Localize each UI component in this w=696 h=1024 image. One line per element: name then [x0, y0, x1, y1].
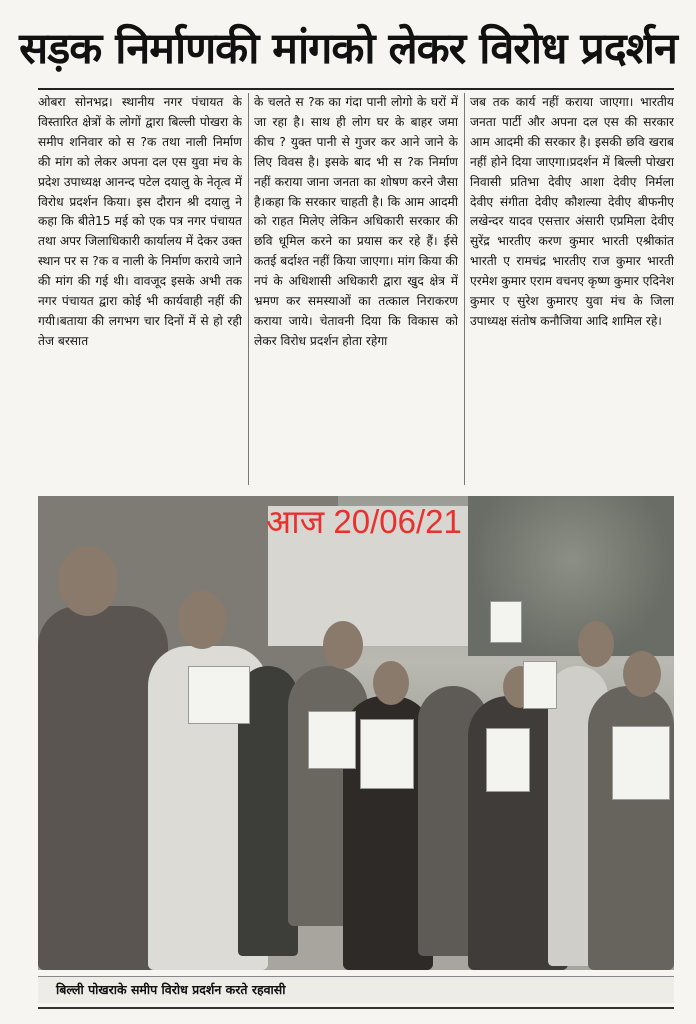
protest-placard — [308, 711, 356, 769]
person-head — [178, 591, 226, 649]
article-column-1: ओबरा सोनभद्र। स्थानीय नगर पंचायत के विस्तारित क्षेत्रों के लोगों द्वारा बिल्ली पोखरा के समीप शनिवार को स ?क तथा नाली निर्माण की मांग को लेकर अपना दल एस युवा मंच के प्रदेश उपाध्यक्ष आनन्द पटेल दयालु के नेतृत्व में विरोध प्रदर्शन किया। इस दौरान श्री दयालु ने कहा कि बीते15 मई को एक पत्र नगर पंचायत तथा अपर जिलाधिकारी कार्यालय में देकर उक्त स्थान पर स ?क व नाली के निर्माण कराये जाने की मांग की गई थी। वावजूद इसके अभी तक नगर पंचायत द्वारा कोई भी कार्यवाही नहीं की गयी।बताया की लगभग चार दिनों में से हो रही तेज बरसात — [38, 95, 242, 348]
article-column-2: के चलते स ?क का गंदा पानी लोगो के घरों में जा रहा है। साथ ही लोग घर के बाहर जमा कीच ? युक्त पानी से गुजर कर आने जाने के लिए विवस है। इसके बाद भी स ?क निर्माण नहीं कराया जाना जनता का शोषण करने जैसा है।कहा कि सरकार चाहती है। कि आम आदमी को राहत मिलेए लेकिन अधिकारी सरकार की छवि धूमिल करने का प्रयास कर रहे हैं। ईसे कतई बर्दाश्त नहीं किया जाएगा। मांग किया की नपं के अधिशासी अधिकारी द्वारा खुद क्षेत्र में भ्रमण कर समस्याओं का तत्काल निराकरण कराया जाये। चेतावनी दिया कि विकास को लेकर विरोध प्रदर्शन होता रहेगा — [254, 95, 458, 348]
article-column-3: जब तक कार्य नहीं कराया जाएगा। भारतीय जनता पार्टी और अपना दल एस की सरकार आम आदमी की सरकार है। इसकी छवि खराब नहीं होने दिया जाएगा।प्रदर्शन में बिल्ली पोखरा निवासी प्रतिभा देवीए आशा देवीए निर्मला देवीए संगीता देवीए कौशल्या देवीए बीफनीए लखेन्दर यादव एसत्तार अंसारी एप्रमिला देवीए सुरेंद्र भारतीए करण कुमार भारती एश्रीकांत भारती ए रामचंद्र भारतीए राज कुमार भारती एरमेश कुमार एराम वचनए कृष्ण कुमार एदिनेश कुमार ए सुरेश कुमारए युवा मंच के जिला उपाध्यक्ष संतोष कनौजिया आदि शामिल रहे। — [470, 95, 674, 328]
person-head — [578, 621, 614, 667]
protest-placard — [188, 666, 250, 724]
photo-date-tag: आज 20/06/21 — [266, 503, 462, 540]
protest-placard — [490, 601, 522, 643]
person-head — [623, 651, 661, 697]
column-divider — [248, 93, 249, 485]
protest-placard — [612, 726, 670, 800]
column-divider — [464, 93, 465, 485]
bottom-divider — [38, 1007, 674, 1009]
photo-caption: बिल्ली पोखराके समीप विरोध प्रदर्शन करते रहवासी — [56, 982, 286, 997]
person-head — [323, 621, 363, 669]
protest-placard — [486, 728, 530, 792]
protest-placard — [360, 719, 414, 789]
protest-placard — [523, 661, 557, 709]
headline-divider — [38, 88, 674, 90]
person-head — [58, 546, 118, 616]
article-columns — [38, 93, 672, 485]
headline: सड़क निर्माणकी मांगको लेकर विरोध प्रदर्शन — [19, 24, 677, 74]
person-head — [373, 661, 409, 705]
protest-photo — [38, 496, 674, 970]
